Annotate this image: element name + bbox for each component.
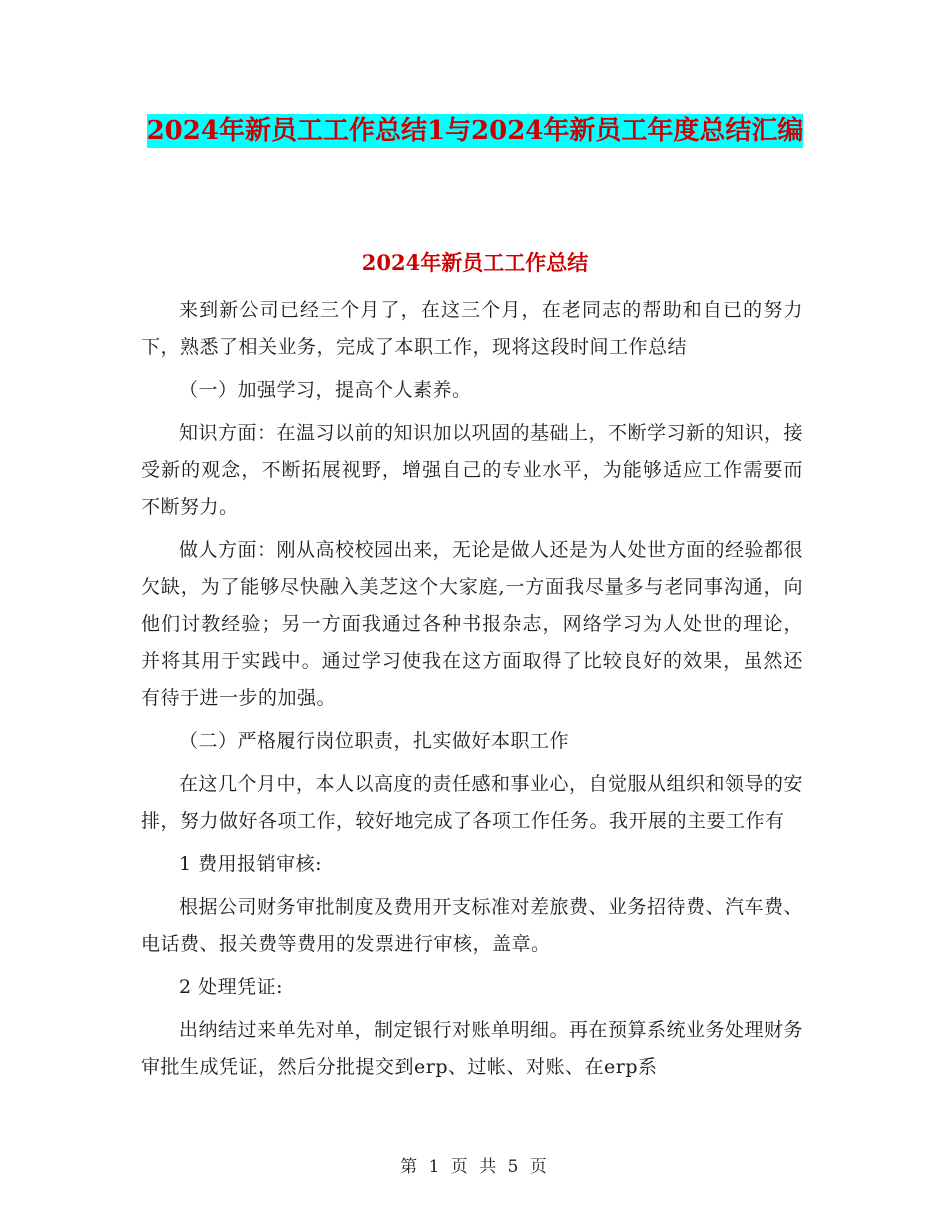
section-title: 2024年新员工工作总结	[361, 250, 589, 275]
paragraph: （一）加强学习，提高个人素养。	[179, 379, 472, 401]
paragraph: 2 处理凭证:	[179, 976, 284, 998]
paragraph: 来到新公司已经三个月了，在这三个月，在老同志的帮助和自已的努力下，熟悉了相关业务，完成了本职工作，现将这段时间工作总结	[141, 299, 803, 358]
paragraph: 1 费用报销审核:	[179, 853, 323, 875]
paragraph: 根据公司财务审批制度及费用开支标准对差旅费、业务招待费、汽车费、电话费、报关费等费用的发票进行审核，盖章。	[141, 896, 804, 955]
paragraph: 出纳结过来单先对单，制定银行对账单明细。再在预算系统业务处理财务审批生成凭证，然后分批提交到erp、过帐、对账、在erp系	[141, 1019, 804, 1078]
paragraph: 做人方面：刚从高校校园出来，无论是做人还是为人处世方面的经验都很欠缺，为了能够尽快融入美芝这个大家庭,一方面我尽量多与老同事沟通，向他们讨教经验；另一方面我通过各种书报杂志，网络学习为人处世的理论，并将其用于实践中。通过学习使我在这方面取得了比较良好的效果，虽然还有待于进一步的加强。	[141, 539, 804, 709]
paragraph: 知识方面：在温习以前的知识加以巩固的基础上，不断学习新的知识，接受新的观念，不断拓展视野，增强自己的专业水平，为能够适应工作需要而不断努力。	[141, 422, 804, 518]
main-title-text: 2024年新员工工作总结1与2024年新员工年度总结汇编	[146, 116, 804, 146]
paragraph: 在这几个月中，本人以高度的责任感和事业心，自觉服从组织和领导的安排，努力做好各项工作，较好地完成了各项工作任务。我开展的主要工作有	[141, 773, 804, 832]
paragraph: （二）严格履行岗位职责，扎实做好本职工作	[179, 730, 570, 752]
page-footer: 第 1 页 共 5 页	[400, 1157, 550, 1177]
document-body	[141, 292, 803, 1092]
document-main-title	[140, 108, 810, 154]
